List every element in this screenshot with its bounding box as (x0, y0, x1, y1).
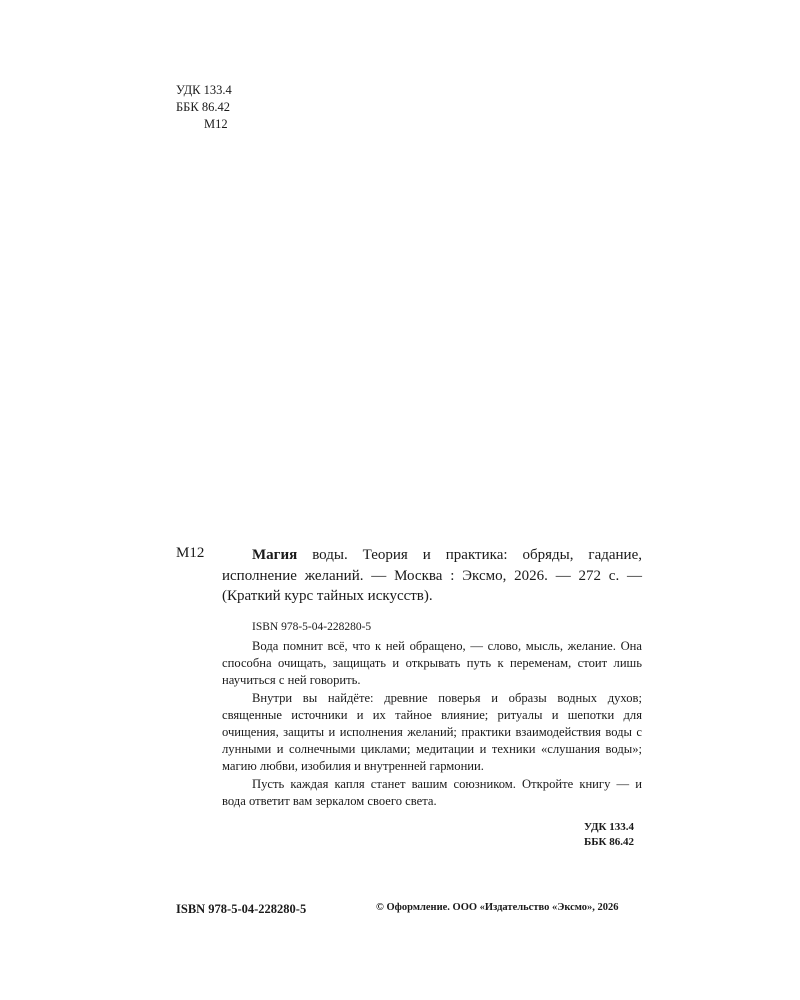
bibliographic-entry (222, 545, 642, 637)
bottom-bbk-code: ББК 86.42 (584, 836, 635, 848)
classification-codes-bottom (584, 820, 634, 850)
udk-code: УДК 133.4 (176, 83, 232, 97)
author-mark-code: М12 (204, 117, 228, 131)
entry-author-mark: М12 (176, 545, 205, 561)
bottom-udk-code: УДК 133.4 (584, 821, 635, 833)
annotation-paragraph: Вода помнит всё, что к ней обращено, — слово, мысль, желание. Она способна очищать, защищать и открывать путь к переменам, стоит лишь научиться с ней говорить. (222, 639, 642, 688)
annotation-paragraph: Пусть каждая капля станет вашим союзником. Откройте книгу — и вода ответит вам зеркалом своего света. (222, 776, 642, 808)
entry-title (222, 545, 642, 607)
entry-title-bold: Магия (252, 547, 298, 563)
footer-copyright: © Оформление. ООО «Издательство «Эксмо», 2026 (376, 902, 619, 913)
entry-title-rest: воды. Теория и практика: обряды, гадание, исполнение желаний. — Москва : Эксмо, 2026. — 272 с. — (Краткий курс тайных искусств). (222, 547, 642, 604)
classification-codes-top (176, 82, 232, 133)
annotation-paragraph: Внутри вы найдёте: древние поверья и образы водных духов; священные источники и их тайное влияние; ритуалы и шепотки для очищения, защиты и исполнения желаний; практики взаимодействия воды с лунными и солнечными циклами; медитации и техники «слушания воды»; магию любви, изобилия и внутренней гармонии. (222, 690, 642, 774)
footer-isbn: ISBN 978-5-04-228280-5 (176, 902, 307, 916)
bbk-code: ББК 86.42 (176, 100, 230, 114)
entry-isbn: ISBN 978-5-04-228280-5 (252, 620, 372, 633)
annotation (222, 638, 642, 810)
